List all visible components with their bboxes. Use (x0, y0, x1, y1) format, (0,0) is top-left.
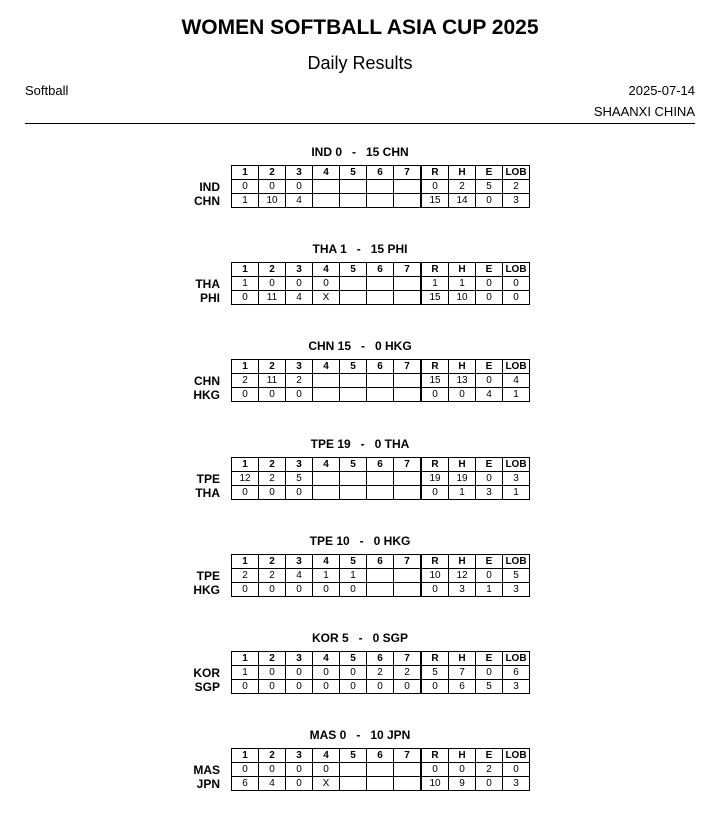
column-header: 6 (367, 652, 394, 666)
score-cell (394, 763, 422, 777)
line-score-table (231, 457, 530, 500)
column-header: 3 (286, 360, 313, 374)
column-header: 6 (367, 555, 394, 569)
score-cell: 3 (503, 777, 530, 791)
score-cell: 0 (286, 180, 313, 194)
column-header: 1 (232, 555, 259, 569)
score-cell (394, 194, 422, 208)
score-cell: 2 (232, 374, 259, 388)
score-cell: 0 (313, 277, 340, 291)
column-header: 3 (286, 555, 313, 569)
column-header: 6 (367, 263, 394, 277)
score-cell: 0 (421, 680, 449, 694)
game-score-header: TPE 19 - 0 THA (310, 437, 410, 451)
score-cell: 0 (503, 291, 530, 305)
column-header: R (421, 360, 449, 374)
score-cell: 0 (421, 388, 449, 402)
score-cell: 4 (259, 777, 286, 791)
score-cell (394, 374, 422, 388)
column-header: 6 (367, 749, 394, 763)
score-cell: 0 (259, 486, 286, 500)
score-cell (340, 291, 367, 305)
score-cell: X (313, 291, 340, 305)
score-cell: 0 (232, 680, 259, 694)
score-cell (340, 763, 367, 777)
column-header: E (476, 360, 503, 374)
score-cell: 0 (232, 486, 259, 500)
column-header: R (421, 263, 449, 277)
column-header: 3 (286, 263, 313, 277)
column-header: LOB (503, 555, 530, 569)
column-header: 4 (313, 166, 340, 180)
score-cell: 0 (367, 680, 394, 694)
score-cell: 0 (232, 763, 259, 777)
score-cell: 3 (476, 486, 503, 500)
team-name: JPN (196, 777, 220, 791)
team-labels (150, 277, 220, 305)
column-header: 1 (232, 458, 259, 472)
team-name: THA (195, 486, 220, 500)
score-cell: 12 (232, 472, 259, 486)
score-cell: 3 (503, 472, 530, 486)
score-cell: 10 (259, 194, 286, 208)
column-header: E (476, 749, 503, 763)
column-header: 3 (286, 652, 313, 666)
column-header: H (449, 166, 476, 180)
score-cell: 3 (503, 583, 530, 597)
score-cell: 2 (259, 569, 286, 583)
column-header: 4 (313, 458, 340, 472)
score-cell (340, 194, 367, 208)
score-cell: 4 (286, 291, 313, 305)
column-header: 1 (232, 360, 259, 374)
score-cell: 0 (259, 763, 286, 777)
score-cell (313, 180, 340, 194)
score-cell: 0 (476, 777, 503, 791)
score-cell (394, 569, 422, 583)
line-score-table (231, 165, 530, 208)
score-cell (394, 472, 422, 486)
score-cell: 0 (340, 680, 367, 694)
column-header: R (421, 749, 449, 763)
score-cell (313, 472, 340, 486)
score-cell: 0 (476, 666, 503, 680)
score-cell: 0 (503, 763, 530, 777)
score-cell: X (313, 777, 340, 791)
game-score-header: CHN 15 - 0 HKG (308, 339, 412, 353)
table-row (232, 777, 530, 791)
table-row (232, 388, 530, 402)
score-cell: 1 (232, 194, 259, 208)
table-row (232, 194, 530, 208)
score-cell: 0 (476, 374, 503, 388)
team-name: HKG (193, 583, 220, 597)
column-header: H (449, 652, 476, 666)
table-row (232, 666, 530, 680)
score-cell: 0 (476, 569, 503, 583)
team-name: IND (199, 180, 220, 194)
column-header: 6 (367, 166, 394, 180)
column-header: R (421, 555, 449, 569)
score-cell: 0 (313, 763, 340, 777)
score-cell: 0 (286, 763, 313, 777)
game-score-header: TPE 10 - 0 HKG (309, 534, 411, 548)
table-header-row (232, 360, 530, 374)
score-cell: 10 (421, 569, 449, 583)
column-header: 3 (286, 166, 313, 180)
game-score-header: MAS 0 - 10 JPN (309, 728, 411, 742)
column-header: H (449, 749, 476, 763)
score-cell: 2 (449, 180, 476, 194)
page-subtitle: Daily Results (307, 53, 413, 73)
score-cell: 0 (232, 291, 259, 305)
score-cell: 4 (286, 194, 313, 208)
score-cell: 5 (476, 180, 503, 194)
score-cell: 0 (286, 486, 313, 500)
score-cell: 11 (259, 291, 286, 305)
table-row (232, 291, 530, 305)
score-cell: 1 (503, 388, 530, 402)
score-cell: 0 (313, 583, 340, 597)
score-cell: 2 (286, 374, 313, 388)
score-cell: 4 (503, 374, 530, 388)
column-header: 4 (313, 555, 340, 569)
score-cell: 0 (259, 180, 286, 194)
column-header: 1 (232, 749, 259, 763)
column-header: LOB (503, 360, 530, 374)
column-header: E (476, 458, 503, 472)
score-cell: 1 (313, 569, 340, 583)
column-header: H (449, 555, 476, 569)
team-name: CHN (194, 374, 220, 388)
header-divider (25, 123, 695, 124)
score-cell: 6 (449, 680, 476, 694)
score-cell (394, 777, 422, 791)
column-header: 5 (340, 360, 367, 374)
game-score-header: THA 1 - 15 PHI (312, 242, 408, 256)
score-cell: 0 (286, 680, 313, 694)
score-cell: 0 (421, 180, 449, 194)
score-cell: 2 (503, 180, 530, 194)
column-header: 2 (259, 652, 286, 666)
column-header: 1 (232, 263, 259, 277)
score-cell: 0 (232, 180, 259, 194)
table-row (232, 763, 530, 777)
team-name: HKG (193, 388, 220, 402)
team-name: THA (195, 277, 220, 291)
score-cell: 14 (449, 194, 476, 208)
score-cell (367, 291, 394, 305)
column-header: 2 (259, 458, 286, 472)
team-labels (150, 666, 220, 694)
score-cell (313, 388, 340, 402)
table-header-row (232, 555, 530, 569)
score-cell: 1 (449, 486, 476, 500)
score-cell (394, 583, 422, 597)
score-cell: 0 (313, 666, 340, 680)
score-cell: 3 (449, 583, 476, 597)
column-header: 1 (232, 166, 259, 180)
line-score-table (231, 554, 530, 597)
score-cell (340, 777, 367, 791)
score-cell: 1 (232, 277, 259, 291)
score-cell: 0 (259, 388, 286, 402)
line-score-table (231, 651, 530, 694)
score-cell: 0 (232, 583, 259, 597)
score-cell: 0 (421, 763, 449, 777)
score-cell (340, 388, 367, 402)
score-cell (340, 374, 367, 388)
score-cell: 1 (421, 277, 449, 291)
column-header: 2 (259, 360, 286, 374)
score-cell: 2 (394, 666, 422, 680)
score-cell: 0 (232, 388, 259, 402)
score-cell: 13 (449, 374, 476, 388)
score-cell: 1 (476, 583, 503, 597)
column-header: 2 (259, 166, 286, 180)
score-cell: 4 (286, 569, 313, 583)
score-cell: 2 (232, 569, 259, 583)
score-cell (394, 486, 422, 500)
score-cell: 19 (421, 472, 449, 486)
score-cell: 0 (286, 388, 313, 402)
column-header: E (476, 263, 503, 277)
score-cell: 0 (259, 666, 286, 680)
score-cell (340, 486, 367, 500)
score-cell: 0 (476, 277, 503, 291)
score-cell: 15 (421, 291, 449, 305)
score-cell: 10 (421, 777, 449, 791)
score-cell: 5 (421, 666, 449, 680)
table-header-row (232, 652, 530, 666)
team-name: PHI (199, 291, 220, 305)
score-cell: 3 (503, 680, 530, 694)
column-header: LOB (503, 263, 530, 277)
score-cell: 0 (476, 472, 503, 486)
column-header: R (421, 652, 449, 666)
column-header: 7 (394, 263, 422, 277)
score-cell: 2 (476, 763, 503, 777)
score-cell: 0 (286, 777, 313, 791)
column-header: 2 (259, 749, 286, 763)
score-cell: 0 (286, 666, 313, 680)
score-cell: 0 (449, 763, 476, 777)
team-labels (150, 374, 220, 402)
column-header: E (476, 166, 503, 180)
score-cell (313, 486, 340, 500)
score-cell: 15 (421, 194, 449, 208)
column-header: LOB (503, 458, 530, 472)
column-header: E (476, 652, 503, 666)
score-cell: 1 (232, 666, 259, 680)
column-header: H (449, 458, 476, 472)
score-cell: 15 (421, 374, 449, 388)
column-header: 6 (367, 360, 394, 374)
score-cell: 1 (340, 569, 367, 583)
score-cell (394, 388, 422, 402)
team-labels (150, 763, 220, 791)
score-cell: 12 (449, 569, 476, 583)
column-header: 2 (259, 263, 286, 277)
table-row (232, 569, 530, 583)
game-score-header: KOR 5 - 0 SGP (311, 631, 409, 645)
table-row (232, 180, 530, 194)
table-row (232, 486, 530, 500)
column-header: 4 (313, 749, 340, 763)
team-name: TPE (196, 472, 220, 486)
score-cell: 9 (449, 777, 476, 791)
column-header: 4 (313, 263, 340, 277)
score-cell: 5 (286, 472, 313, 486)
column-header: H (449, 263, 476, 277)
score-cell: 0 (449, 388, 476, 402)
line-score-table (231, 748, 530, 791)
column-header: 5 (340, 166, 367, 180)
team-name: TPE (196, 569, 220, 583)
column-header: 5 (340, 555, 367, 569)
score-cell: 0 (259, 277, 286, 291)
score-cell (340, 472, 367, 486)
line-score-table (231, 262, 530, 305)
score-cell: 5 (503, 569, 530, 583)
column-header: 7 (394, 652, 422, 666)
column-header: H (449, 360, 476, 374)
team-name: CHN (194, 194, 220, 208)
column-header: 3 (286, 458, 313, 472)
table-row (232, 277, 530, 291)
column-header: 5 (340, 652, 367, 666)
score-cell (313, 374, 340, 388)
column-header: 5 (340, 458, 367, 472)
score-cell (394, 180, 422, 194)
column-header: 4 (313, 652, 340, 666)
column-header: E (476, 555, 503, 569)
score-cell (367, 777, 394, 791)
score-cell: 1 (449, 277, 476, 291)
score-cell: 0 (476, 291, 503, 305)
score-cell (367, 388, 394, 402)
table-header-row (232, 749, 530, 763)
score-cell: 10 (449, 291, 476, 305)
team-name: SGP (194, 680, 220, 694)
score-cell: 0 (286, 277, 313, 291)
score-cell: 2 (259, 472, 286, 486)
score-cell: 0 (421, 583, 449, 597)
column-header: 3 (286, 749, 313, 763)
score-cell (394, 277, 422, 291)
column-header: 6 (367, 458, 394, 472)
column-header: R (421, 166, 449, 180)
score-cell (367, 194, 394, 208)
score-cell (367, 569, 394, 583)
score-cell (367, 583, 394, 597)
score-cell: 0 (313, 680, 340, 694)
score-cell: 0 (259, 583, 286, 597)
score-cell (367, 486, 394, 500)
score-cell (367, 763, 394, 777)
score-cell: 0 (340, 666, 367, 680)
page-title: WOMEN SOFTBALL ASIA CUP 2025 (181, 16, 539, 39)
score-cell (367, 180, 394, 194)
score-cell (367, 374, 394, 388)
score-cell (340, 180, 367, 194)
column-header: 7 (394, 360, 422, 374)
score-cell: 5 (476, 680, 503, 694)
column-header: 5 (340, 749, 367, 763)
score-cell: 1 (503, 486, 530, 500)
score-cell: 19 (449, 472, 476, 486)
score-cell (313, 194, 340, 208)
score-cell (367, 277, 394, 291)
column-header: LOB (503, 166, 530, 180)
score-cell: 6 (503, 666, 530, 680)
column-header: 2 (259, 555, 286, 569)
game-score-header: IND 0 - 15 CHN (311, 145, 409, 159)
score-cell: 0 (259, 680, 286, 694)
score-cell: 0 (340, 583, 367, 597)
team-name: MAS (193, 763, 220, 777)
column-header: 7 (394, 749, 422, 763)
score-cell: 0 (476, 194, 503, 208)
date-label: 2025-07-14 (628, 83, 695, 98)
column-header: LOB (503, 652, 530, 666)
column-header: 7 (394, 166, 422, 180)
line-score-table (231, 359, 530, 402)
team-name: KOR (193, 666, 220, 680)
column-header: LOB (503, 749, 530, 763)
team-labels (150, 569, 220, 597)
score-cell: 4 (476, 388, 503, 402)
score-cell: 6 (232, 777, 259, 791)
table-header-row (232, 458, 530, 472)
score-cell (394, 291, 422, 305)
score-cell: 0 (394, 680, 422, 694)
team-labels (150, 180, 220, 208)
column-header: R (421, 458, 449, 472)
venue-label: SHAANXI CHINA (593, 104, 695, 119)
score-cell: 11 (259, 374, 286, 388)
column-header: 1 (232, 652, 259, 666)
team-labels (150, 472, 220, 500)
sport-label: Softball (25, 83, 69, 98)
table-header-row (232, 263, 530, 277)
score-cell: 2 (367, 666, 394, 680)
table-row (232, 374, 530, 388)
column-header: 7 (394, 555, 422, 569)
score-cell (367, 472, 394, 486)
table-row (232, 680, 530, 694)
column-header: 7 (394, 458, 422, 472)
score-cell: 7 (449, 666, 476, 680)
table-header-row (232, 166, 530, 180)
column-header: 5 (340, 263, 367, 277)
score-cell: 0 (421, 486, 449, 500)
score-cell: 0 (286, 583, 313, 597)
table-row (232, 583, 530, 597)
score-cell: 3 (503, 194, 530, 208)
score-cell (340, 277, 367, 291)
column-header: 4 (313, 360, 340, 374)
table-row (232, 472, 530, 486)
score-cell: 0 (503, 277, 530, 291)
